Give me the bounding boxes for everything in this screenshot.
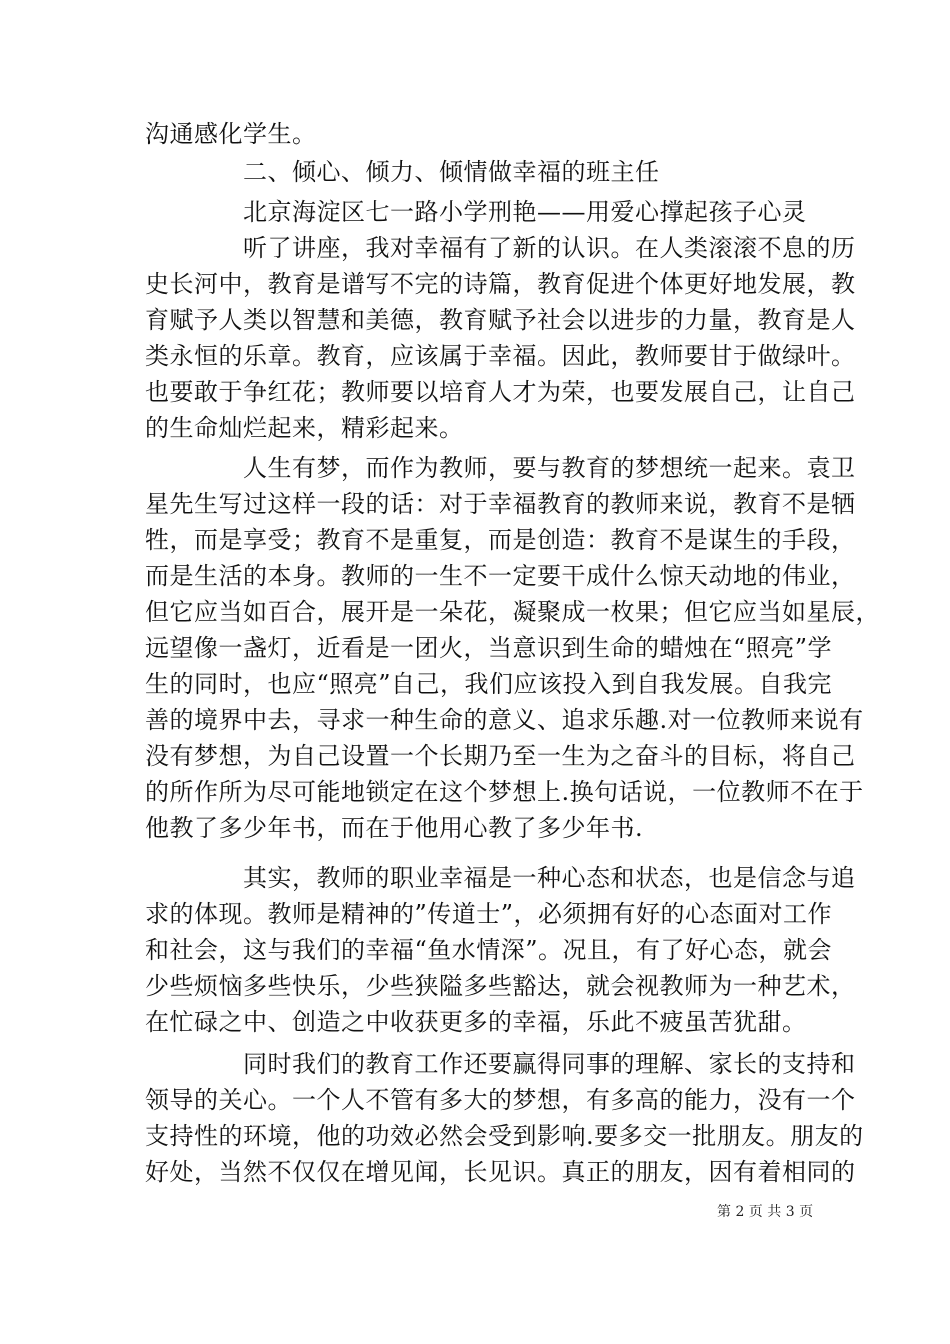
text-line: 而是生活的本身。教师的一生不一定要干成什么惊天动地的伟业， [145,562,856,590]
text-line: 支持性的环境，他的功效必然会受到影响.要多交一批朋友。朋友的 [145,1122,864,1150]
text-line: 在忙碌之中、创造之中收获更多的幸福，乐此不疲虽苦犹甜。 [145,1008,807,1036]
text-line: 但它应当如百合，展开是一朵花，凝聚成一枚果；但它应当如星辰， [145,598,880,626]
section-heading: 二、倾心、倾力、倾情做幸福的班主任 [243,158,660,186]
text-line: 星先生写过这样一段的话：对于幸福教育的教师来说，教育不是牺 [145,490,856,518]
text-line: 没有梦想，为自己设置一个长期乃至一生为之奋斗的目标，将自己 [145,742,856,770]
text-line: 史长河中，教育是谱写不完的诗篇，教育促进个体更好地发展，教 [145,270,856,298]
text-line: 善的境界中去，寻求一种生命的意义、追求乐趣.对一位教师来说有 [145,706,864,734]
text-line: 生的同时，也应“照亮”自己，我们应该投入到自我发展。自我完 [145,670,833,698]
text-line: 其实，教师的职业幸福是一种心态和状态，也是信念与追 [243,864,856,892]
subheading: 北京海淀区七一路小学刑艳——用爱心撑起孩子心灵 [243,198,807,226]
text-line: 也要敢于争红花；教师要以培育人才为荣，也要发展自己，让自己 [145,378,856,406]
text-line: 好处，当然不仅仅在增见闻，长见识。真正的朋友，因有着相同的 [145,1158,856,1186]
text-line: 同时我们的教育工作还要赢得同事的理解、家长的支持和 [243,1050,856,1078]
text-line: 的生命灿烂起来，精彩起来。 [145,414,464,442]
text-line: 和社会，这与我们的幸福“鱼水情深”。况且，有了好心态，就会 [145,936,833,964]
text-line: 他教了多少年书，而在于他用心教了多少年书. [145,814,644,842]
text-line: 领导的关心。一个人不管有多大的梦想，有多高的能力，没有一个 [145,1086,856,1114]
text-line: 育赋予人类以智慧和美德，教育赋予社会以进步的力量，教育是人 [145,306,856,334]
text-line: 少些烦恼多些快乐，少些狭隘多些豁达，就会视教师为一种艺术， [145,972,856,1000]
text-line: 沟通感化学生。 [145,120,317,148]
text-line: 牲，而是享受；教育不是重复，而是创造：教育不是谋生的手段， [145,526,856,554]
page-number: 第 2 页 共 3 页 [717,1204,814,1220]
text-line: 远望像一盏灯，近看是一团火，当意识到生命的蜡烛在“照亮”学 [145,634,833,662]
text-line: 听了讲座，我对幸福有了新的认识。在人类滚滚不息的历 [243,234,856,262]
text-line: 的所作所为尽可能地锁定在这个梦想上.换句话说，一位教师不在于 [145,778,864,806]
text-line: 类永恒的乐章。教育，应该属于幸福。因此，教师要甘于做绿叶。 [145,342,856,370]
text-line: 求的体现。教师是精神的”传道士”，必须拥有好的心态面对工作 [145,900,833,928]
text-line: 人生有梦，而作为教师，要与教育的梦想统一起来。袁卫 [243,454,856,482]
